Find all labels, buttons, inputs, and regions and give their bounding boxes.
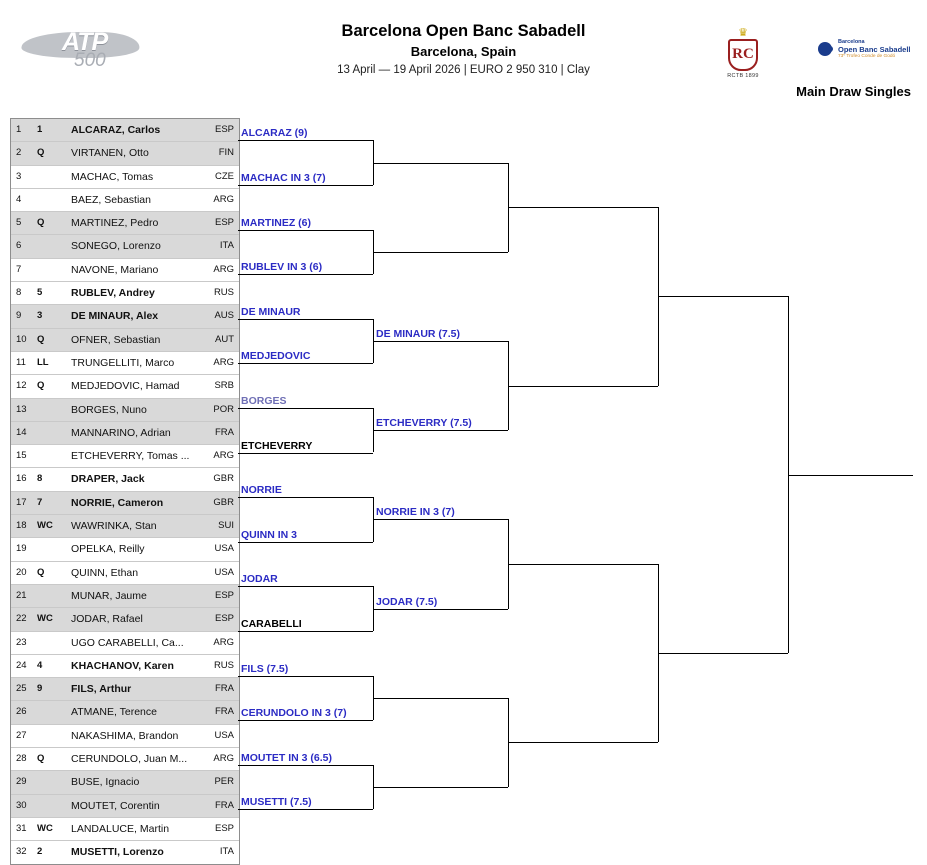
player-seed: WC — [37, 520, 53, 532]
round1-player-row[interactable] — [11, 468, 239, 491]
player-seed: WC — [37, 613, 53, 625]
player-seed: 5 — [37, 287, 43, 299]
sponsor-line2: Open Banc Sabadell — [838, 45, 911, 54]
player-line-number: 10 — [16, 333, 27, 345]
player-line-number: 14 — [16, 426, 27, 438]
player-name: MARTINEZ, Pedro — [71, 217, 159, 230]
round3-winner-slot[interactable]: DE MINAUR (7.5) — [376, 328, 461, 340]
player-country: SRB — [214, 380, 234, 392]
round2-winner-slot[interactable]: NORRIE — [241, 484, 282, 497]
player-seed: Q — [37, 147, 45, 159]
bracket-connector-horizontal — [373, 252, 508, 253]
bracket-connector-horizontal — [373, 698, 508, 699]
player-line-number: 8 — [16, 287, 22, 299]
round1-player-row[interactable] — [11, 748, 239, 771]
player-name: QUINN, Ethan — [71, 566, 139, 579]
player-line-number: 24 — [16, 659, 27, 671]
round1-player-row[interactable] — [11, 515, 239, 538]
round1-player-row[interactable] — [11, 818, 239, 841]
crest-shield-icon — [728, 39, 758, 71]
bracket-connector-horizontal — [238, 720, 373, 721]
bracket-connector-horizontal — [373, 341, 508, 342]
player-line-number: 29 — [16, 776, 27, 788]
player-line-number: 27 — [16, 729, 27, 741]
bracket-connector-horizontal — [238, 140, 373, 141]
player-line-number: 18 — [16, 520, 27, 532]
player-seed: 2 — [37, 846, 43, 858]
player-name: VIRTANEN, Otto — [71, 147, 149, 160]
player-country: FIN — [218, 147, 234, 159]
player-name: ETCHEVERRY, Tomas ... — [71, 450, 190, 463]
sponsor-line3: 73º Trofeo Conde de Godó — [838, 54, 896, 59]
round1-player-row[interactable] — [11, 142, 239, 165]
round2-winner-slot[interactable]: MEDJEDOVIC — [241, 350, 311, 363]
bracket-connector-horizontal — [238, 408, 373, 409]
round1-player-row[interactable] — [11, 189, 239, 212]
bracket-connector-horizontal — [238, 319, 373, 320]
bracket-connector-horizontal — [508, 207, 658, 208]
player-name: UGO CARABELLI, Ca... — [71, 636, 184, 649]
round1-player-row[interactable] — [11, 678, 239, 701]
round2-winner-slot[interactable]: CARABELLI — [241, 617, 302, 630]
round1-player-row[interactable] — [11, 771, 239, 794]
round2-winner-slot[interactable]: CERUNDOLO IN 3 (7) — [241, 707, 347, 720]
player-country: ARG — [213, 636, 234, 648]
player-name: LANDALUCE, Martin — [71, 822, 170, 835]
player-seed: Q — [37, 380, 45, 392]
player-country: ARG — [213, 356, 234, 368]
player-country: USA — [214, 729, 234, 741]
player-name: DE MINAUR, Alex — [71, 310, 159, 323]
player-country: ESP — [214, 822, 234, 834]
round3-winner-slot[interactable]: NORRIE IN 3 (7) — [376, 506, 455, 519]
bracket-connector-horizontal — [373, 163, 508, 164]
player-country: ITA — [219, 240, 234, 252]
player-name: WAWRINKA, Stan — [71, 520, 157, 533]
tournament-title-block — [0, 22, 927, 76]
player-country: CZE — [215, 170, 234, 182]
round2-winner-slot[interactable]: MARTINEZ (6) — [241, 216, 311, 229]
player-seed: 4 — [37, 659, 43, 671]
bracket-connector-horizontal — [373, 609, 508, 610]
player-line-number: 16 — [16, 473, 27, 485]
player-seed: Q — [37, 333, 45, 345]
bracket-connector-horizontal — [238, 676, 373, 677]
page-header — [0, 0, 927, 100]
bracket-connector-horizontal — [238, 809, 373, 810]
player-name: FILS, Arthur — [71, 683, 132, 696]
round1-player-row[interactable] — [11, 352, 239, 375]
round2-winner-slot[interactable]: ALCARAZ (9) — [241, 127, 308, 140]
club-crest-icon — [722, 28, 764, 78]
player-seed: 3 — [37, 310, 43, 322]
player-seed: 7 — [37, 496, 43, 508]
draw-bracket — [0, 118, 927, 859]
bracket-connector-horizontal — [238, 453, 373, 454]
player-seed: WC — [37, 822, 53, 834]
player-line-number: 15 — [16, 450, 27, 462]
bracket-connector-horizontal — [238, 765, 373, 766]
round2-winner-slot[interactable]: MACHAC IN 3 (7) — [241, 171, 326, 184]
player-country: AUS — [214, 310, 234, 322]
player-seed: 9 — [37, 683, 43, 695]
round3-winner-slot[interactable]: ETCHEVERRY (7.5) — [376, 417, 472, 430]
bracket-connector-horizontal — [508, 386, 658, 387]
bracket-connector-horizontal — [238, 363, 373, 364]
player-country: RUS — [213, 287, 234, 299]
bracket-connector-horizontal — [238, 631, 373, 632]
round1-player-row[interactable] — [11, 608, 239, 631]
player-name: RUBLEV, Andrey — [71, 287, 155, 300]
round1-player-row[interactable] — [11, 399, 239, 422]
round2-winner-slot[interactable]: ETCHEVERRY — [241, 439, 313, 452]
tournament-info: 13 April — 19 April 2026 | EURO 2 950 310 | Clay — [337, 64, 590, 76]
bracket-connector-horizontal — [238, 542, 373, 543]
atp-brand-text: ATP — [62, 28, 108, 56]
round1-player-table — [10, 118, 240, 865]
player-country: POR — [213, 403, 234, 415]
player-country: GBR — [213, 473, 234, 485]
round1-player-row[interactable] — [11, 305, 239, 328]
player-name: MUNAR, Jaume — [71, 589, 147, 602]
player-line-number: 9 — [16, 310, 22, 322]
player-country: SUI — [218, 520, 234, 532]
bracket-connector-horizontal — [238, 185, 373, 186]
player-country: ARG — [213, 450, 234, 462]
round1-player-row[interactable] — [11, 492, 239, 515]
player-seed: 1 — [37, 124, 43, 135]
player-country: FRA — [215, 426, 234, 438]
player-line-number: 19 — [16, 543, 27, 555]
round1-player-row[interactable] — [11, 119, 239, 142]
round1-player-row[interactable] — [11, 841, 239, 863]
player-country: AUT — [215, 333, 234, 345]
crest-crown-icon: ♛ — [738, 27, 748, 39]
player-name: BUSE, Ignacio — [71, 776, 140, 789]
bracket-connector-horizontal — [238, 586, 373, 587]
player-line-number: 6 — [16, 240, 22, 252]
player-name: BAEZ, Sebastian — [71, 193, 151, 206]
round3-winner-slot[interactable]: JODAR (7.5) — [376, 595, 438, 608]
player-name: KHACHANOV, Karen — [71, 659, 174, 672]
round2-winner-slot[interactable]: BORGES — [241, 394, 287, 407]
round1-player-row[interactable] — [11, 166, 239, 189]
bracket-connector-horizontal — [238, 497, 373, 498]
player-line-number: 12 — [16, 380, 27, 392]
player-country: ARG — [213, 753, 234, 765]
player-name: MACHAC, Tomas — [71, 170, 154, 183]
player-country: ESP — [214, 613, 234, 625]
player-name: SONEGO, Lorenzo — [71, 240, 161, 253]
player-seed: Q — [37, 753, 45, 765]
player-line-number: 7 — [16, 263, 22, 275]
round1-player-row[interactable] — [11, 701, 239, 724]
player-line-number: 30 — [16, 799, 27, 811]
player-country: FRA — [215, 799, 234, 811]
player-line-number: 4 — [16, 193, 22, 205]
player-name: JODAR, Rafael — [71, 613, 143, 626]
crest-letters: RC — [732, 46, 754, 62]
bracket-connector-horizontal — [238, 274, 373, 275]
player-country: FRA — [215, 683, 234, 695]
atp-tier-text: 500 — [74, 50, 106, 71]
bracket-connector-horizontal — [658, 296, 788, 297]
round1-player-row[interactable] — [11, 375, 239, 398]
player-line-number: 32 — [16, 846, 27, 858]
tournament-city: Barcelona, Spain — [410, 44, 517, 59]
bracket-connector-horizontal — [238, 230, 373, 231]
player-country: ARG — [213, 263, 234, 275]
bracket-connector-horizontal — [788, 475, 913, 476]
round1-player-row[interactable] — [11, 562, 239, 585]
player-line-number: 22 — [16, 613, 27, 625]
player-name: OPELKA, Reilly — [71, 543, 145, 556]
player-seed: LL — [37, 356, 49, 368]
player-country: ITA — [219, 846, 234, 858]
player-line-number: 28 — [16, 753, 27, 765]
round1-player-row[interactable] — [11, 282, 239, 305]
round2-winner-slot[interactable]: DE MINAUR — [241, 305, 301, 318]
round1-player-row[interactable] — [11, 259, 239, 282]
player-country: GBR — [213, 496, 234, 508]
player-seed: 8 — [37, 473, 43, 485]
sponsor-mark-icon — [818, 42, 832, 56]
round1-player-row[interactable] — [11, 655, 239, 678]
round2-winner-slot[interactable]: FILS (7.5) — [241, 662, 289, 675]
player-name: BORGES, Nuno — [71, 403, 147, 416]
player-name: OFNER, Sebastian — [71, 333, 161, 346]
round2-winner-slot[interactable]: MOUTET IN 3 (6.5) — [241, 751, 333, 764]
player-line-number: 31 — [16, 822, 27, 834]
round2-winner-slot[interactable]: RUBLEV IN 3 (6) — [241, 261, 323, 274]
round1-player-row[interactable] — [11, 585, 239, 608]
round1-player-row[interactable] — [11, 538, 239, 561]
player-name: ATMANE, Terence — [71, 706, 157, 719]
round1-player-row[interactable] — [11, 795, 239, 818]
player-line-number: 13 — [16, 403, 27, 415]
player-line-number: 11 — [16, 356, 26, 368]
bracket-connector-horizontal — [658, 653, 788, 654]
player-line-number: 25 — [16, 683, 27, 695]
player-line-number: 2 — [16, 147, 22, 159]
player-line-number: 26 — [16, 706, 27, 718]
round1-player-row[interactable] — [11, 329, 239, 352]
bracket-connector-horizontal — [373, 787, 508, 788]
round1-player-row[interactable] — [11, 632, 239, 655]
player-country: ESP — [214, 589, 234, 601]
player-name: MUSETTI, Lorenzo — [71, 846, 164, 859]
player-name: CERUNDOLO, Juan M... — [71, 753, 188, 766]
round1-player-row[interactable] — [11, 235, 239, 258]
player-country: USA — [214, 543, 234, 555]
tournament-name: Barcelona Open Banc Sabadell — [341, 22, 586, 40]
player-line-number: 3 — [16, 170, 22, 182]
player-name: MANNARINO, Adrian — [71, 426, 171, 439]
player-country: ESP — [214, 124, 234, 135]
player-name: MEDJEDOVIC, Hamad — [71, 380, 180, 393]
bracket-connector-horizontal — [373, 430, 508, 431]
bracket-connector-horizontal — [373, 519, 508, 520]
player-name: DRAPER, Jack — [71, 473, 145, 486]
player-country: USA — [214, 566, 234, 578]
bracket-connector-horizontal — [508, 742, 658, 743]
round1-player-row[interactable] — [11, 725, 239, 748]
player-country: FRA — [215, 706, 234, 718]
player-country: PER — [214, 776, 234, 788]
round2-winner-slot[interactable]: MUSETTI (7.5) — [241, 796, 312, 809]
player-seed: Q — [37, 566, 45, 578]
player-line-number: 5 — [16, 217, 22, 229]
player-name: NORRIE, Cameron — [71, 496, 164, 509]
player-name: NAKASHIMA, Brandon — [71, 729, 179, 742]
player-country: ARG — [213, 193, 234, 205]
sponsor-logo — [818, 38, 918, 64]
player-name: TRUNGELLITI, Marco — [71, 356, 175, 369]
round1-player-row[interactable] — [11, 445, 239, 468]
crest-caption: RCTB 1899 — [727, 73, 759, 79]
player-name: ALCARAZ, Carlos — [71, 124, 161, 136]
player-name: NAVONE, Mariano — [71, 263, 159, 276]
sponsor-line1: Barcelona — [838, 39, 865, 45]
player-line-number: 21 — [16, 589, 27, 601]
player-line-number: 20 — [16, 566, 27, 578]
player-line-number: 1 — [16, 124, 22, 135]
player-line-number: 17 — [16, 496, 27, 508]
player-country: ESP — [214, 217, 234, 229]
player-line-number: 23 — [16, 636, 27, 648]
player-name: MOUTET, Corentin — [71, 799, 160, 812]
round1-player-row[interactable] — [11, 422, 239, 445]
round2-winner-slot[interactable]: JODAR — [241, 573, 278, 586]
bracket-connector-horizontal — [508, 564, 658, 565]
player-country: RUS — [213, 659, 234, 671]
round2-winner-slot[interactable]: QUINN IN 3 — [241, 528, 298, 541]
round1-player-row[interactable] — [11, 212, 239, 235]
player-seed: Q — [37, 217, 45, 229]
draw-label: Main Draw Singles — [796, 84, 911, 99]
